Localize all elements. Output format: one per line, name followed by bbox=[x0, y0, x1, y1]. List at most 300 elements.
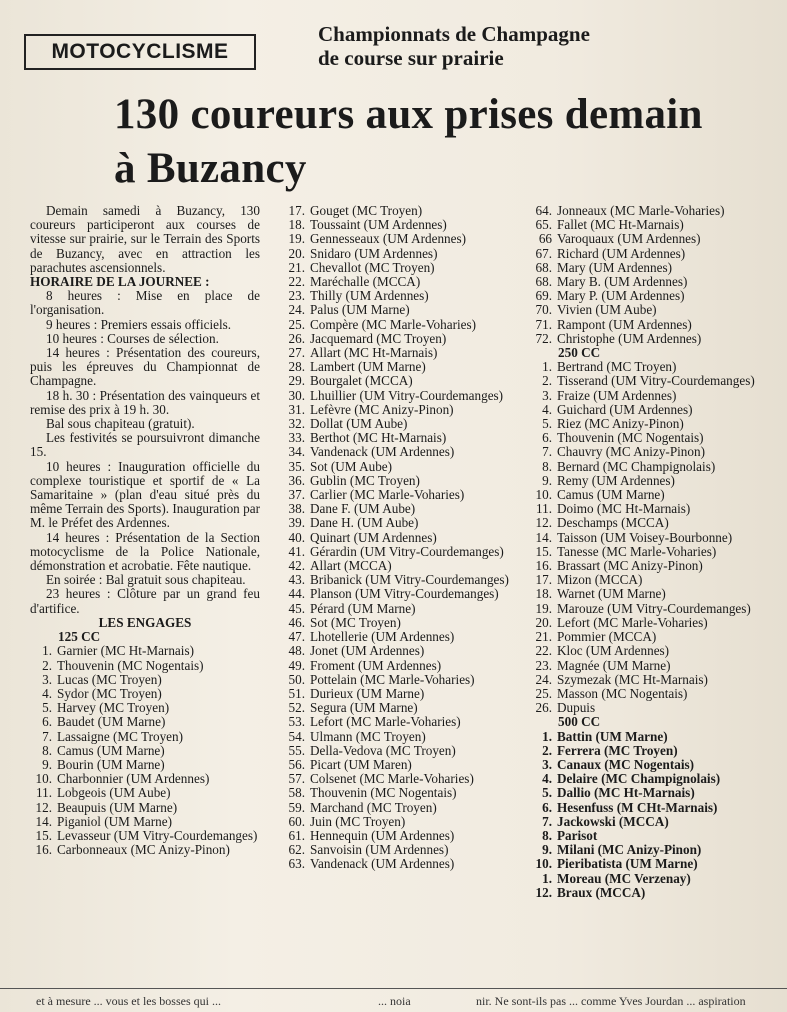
entry-number: 3. bbox=[542, 756, 552, 772]
entry-row bbox=[283, 786, 523, 800]
entry-name: Kloc (UM Ardennes) bbox=[557, 643, 670, 659]
entry-number: 45. bbox=[288, 600, 305, 616]
entry-number: 39. bbox=[288, 515, 305, 531]
entry-row bbox=[530, 431, 775, 445]
horaire-item: Les festivités se poursuivront dimanche 15. bbox=[30, 430, 260, 460]
entry-row bbox=[30, 659, 260, 673]
entry-name: Thouvenin (MC Nogentais) bbox=[57, 657, 204, 673]
entry-number: 26. bbox=[535, 700, 552, 716]
entry-number: 71. bbox=[535, 316, 552, 332]
entry-row bbox=[283, 744, 523, 758]
entry-number: 27. bbox=[288, 345, 305, 361]
entry-number: 8. bbox=[42, 742, 52, 758]
entry-row bbox=[30, 644, 260, 658]
entry-name: Jonneaux (MC Marle-Voharies) bbox=[557, 203, 725, 218]
entry-number: 52. bbox=[288, 700, 305, 716]
entry-name: Dane F. (UM Aube) bbox=[310, 501, 416, 517]
entry-name: Marouze (UM Vitry-Courdemanges) bbox=[557, 600, 751, 616]
entry-number: 41. bbox=[288, 543, 305, 559]
entry-row bbox=[283, 275, 523, 289]
entry-row bbox=[530, 460, 775, 474]
entry-number: 6. bbox=[542, 430, 552, 446]
entry-row bbox=[530, 829, 775, 843]
entry-name: Delaire (MC Champignolais) bbox=[557, 771, 721, 787]
entry-name: Pottelain (MC Marle-Voharies) bbox=[310, 671, 475, 687]
horaire-title: HORAIRE DE LA JOURNEE : bbox=[30, 274, 210, 290]
entry-name: Magnée (UM Marne) bbox=[557, 657, 671, 673]
entry-name: Guichard (UM Ardennes) bbox=[557, 401, 693, 417]
entry-name: Gublin (MC Troyen) bbox=[310, 472, 420, 488]
entry-name: Doimo (MC Ht-Marnais) bbox=[557, 501, 691, 517]
engages-title: LES ENGAGES bbox=[98, 614, 192, 630]
entry-number: 11. bbox=[536, 501, 552, 517]
entry-row bbox=[283, 815, 523, 829]
entry-name: Pommier (MCCA) bbox=[557, 629, 657, 645]
entry-number: 17. bbox=[535, 572, 552, 588]
entry-number: 55. bbox=[288, 742, 305, 758]
entry-name: Lassaigne (MC Troyen) bbox=[57, 728, 184, 744]
entry-row bbox=[283, 659, 523, 673]
entry-name: Ulmann (MC Troyen) bbox=[310, 728, 426, 744]
entry-name: Braux (MCCA) bbox=[557, 884, 646, 900]
entry-name: Deschamps (MCCA) bbox=[557, 515, 669, 531]
entry-name: Vandenack (UM Ardennes) bbox=[310, 856, 455, 872]
entry-number: 14. bbox=[35, 813, 52, 829]
entry-name: Parisot bbox=[557, 827, 598, 843]
entry-name: Bribanick (UM Vitry-Courdemanges) bbox=[310, 572, 509, 588]
entry-name: Compère (MC Marle-Voharies) bbox=[310, 316, 477, 332]
entry-row bbox=[530, 360, 775, 374]
entry-row bbox=[530, 474, 775, 488]
entry-row bbox=[530, 758, 775, 772]
headline-line-2: à Buzancy bbox=[114, 145, 307, 192]
entry-row bbox=[530, 488, 775, 502]
entry-number: 1. bbox=[42, 643, 52, 659]
entry-number: 21. bbox=[288, 259, 305, 275]
entry-row bbox=[283, 261, 523, 275]
entry-name: Carlier (MC Marle-Voharies) bbox=[310, 487, 465, 503]
entry-name: Bertrand (MC Troyen) bbox=[557, 359, 677, 375]
entry-number: 38. bbox=[288, 501, 305, 517]
entry-name: Colsenet (MC Marle-Voharies) bbox=[310, 771, 474, 787]
entry-row bbox=[530, 218, 775, 232]
entry-row bbox=[530, 701, 775, 715]
entry-name: Rampont (UM Ardennes) bbox=[557, 316, 692, 332]
entry-number: 3. bbox=[42, 671, 52, 687]
entry-number: 28. bbox=[288, 359, 305, 375]
entry-name: Froment (UM Ardennes) bbox=[310, 657, 442, 673]
entry-name: Christophe (UM Ardennes) bbox=[557, 330, 702, 346]
entry-name: Dupuis bbox=[557, 700, 596, 716]
entry-number: 10. bbox=[35, 771, 52, 787]
entry-name: Mary (UM Ardennes) bbox=[557, 259, 672, 275]
entry-number: 61. bbox=[288, 827, 305, 843]
entry-number: 23. bbox=[535, 657, 552, 673]
entry-row bbox=[530, 857, 775, 871]
entry-row bbox=[283, 673, 523, 687]
entry-row bbox=[283, 232, 523, 246]
entry-number: 34. bbox=[288, 444, 305, 460]
entry-row bbox=[283, 218, 523, 232]
entry-number: 24. bbox=[288, 302, 305, 318]
headline-line-1: 130 coureurs aux prises demain bbox=[114, 91, 703, 138]
entry-row bbox=[283, 445, 523, 459]
entry-name: Fraize (UM Ardennes) bbox=[557, 387, 677, 403]
entry-row bbox=[283, 431, 523, 445]
entry-row bbox=[530, 801, 775, 815]
entry-name: Pérard (UM Marne) bbox=[310, 600, 416, 616]
entry-name: Lhuillier (UM Vitry-Courdemanges) bbox=[310, 387, 504, 403]
entry-number: 18. bbox=[535, 586, 552, 602]
entry-name: Chevallot (MC Troyen) bbox=[310, 259, 435, 275]
entry-row bbox=[30, 673, 260, 687]
column-3 bbox=[530, 204, 775, 900]
horaire-item: 8 heures : Mise en place de l'organisation. bbox=[30, 288, 260, 318]
entry-number: 4. bbox=[42, 685, 52, 701]
entry-row bbox=[530, 247, 775, 261]
entry-row bbox=[283, 715, 523, 729]
entry-number: 12. bbox=[35, 799, 52, 815]
horaire-item: Bal sous chapiteau (gratuit). bbox=[46, 416, 195, 432]
entry-name: Masson (MC Nogentais) bbox=[557, 685, 688, 701]
entry-row bbox=[283, 516, 523, 530]
entry-row bbox=[530, 332, 775, 346]
entry-row bbox=[283, 801, 523, 815]
entry-name: Jacquemard (MC Troyen) bbox=[310, 330, 447, 346]
entry-row bbox=[30, 687, 260, 701]
entry-name: Tisserand (UM Vitry-Courdemanges) bbox=[557, 373, 755, 389]
entry-number: 16. bbox=[35, 842, 52, 858]
entry-number: 2. bbox=[542, 742, 552, 758]
entry-number: 7. bbox=[542, 813, 552, 829]
entry-row bbox=[530, 275, 775, 289]
entry-row bbox=[283, 474, 523, 488]
entry-name: Richard (UM Ardennes) bbox=[557, 245, 686, 261]
entry-number: 11. bbox=[36, 785, 52, 801]
horaire-item: 10 heures : Courses de sélection. bbox=[46, 330, 219, 346]
entry-row bbox=[530, 573, 775, 587]
entry-number: 7. bbox=[542, 444, 552, 460]
entry-name: Sydor (MC Troyen) bbox=[57, 685, 162, 701]
entry-name: Juin (MC Troyen) bbox=[310, 813, 406, 829]
entry-name: Segura (UM Marne) bbox=[310, 700, 418, 716]
kicker-line-1: Championnats de Champagne bbox=[318, 22, 590, 46]
entry-number: 33. bbox=[288, 430, 305, 446]
entries-list-250 bbox=[530, 360, 775, 715]
entry-number: 50. bbox=[288, 671, 305, 687]
entry-number: 56. bbox=[288, 756, 305, 772]
entry-row bbox=[530, 786, 775, 800]
entry-name: Bourin (UM Marne) bbox=[57, 756, 165, 772]
entry-name: Mary B. (UM Ardennes) bbox=[557, 274, 688, 290]
entry-number: 19. bbox=[288, 231, 305, 247]
entry-row bbox=[283, 687, 523, 701]
horaire-item: 14 heures : Présentation des coureurs, puis les épreuves du Championnat de Champagne. bbox=[30, 345, 260, 389]
entry-number: 68. bbox=[535, 259, 552, 275]
entry-name: Durieux (UM Marne) bbox=[310, 685, 425, 701]
entry-name: Chauvry (MC Anizy-Pinon) bbox=[557, 444, 705, 460]
entry-name: Levasseur (UM Vitry-Courdemanges) bbox=[57, 827, 258, 843]
entry-name: Lefort (MC Marle-Voharies) bbox=[557, 614, 708, 630]
entry-number: 9. bbox=[542, 842, 552, 858]
entry-number: 36. bbox=[288, 472, 305, 488]
entry-name: Berthot (MC Ht-Marnais) bbox=[310, 430, 447, 446]
horaire-item: 10 heures : Inauguration officielle du complexe touristique et sportif de « La Samaritaine » (plan d'eau situé près du même Terrain des Sports). Inauguration par M. le Préfet des Ardennes. bbox=[30, 458, 260, 531]
entries-list-125-part1 bbox=[30, 644, 260, 857]
entry-number: 1. bbox=[542, 728, 552, 744]
entry-number: 12. bbox=[535, 515, 552, 531]
entry-name: Allart (MCCA) bbox=[310, 558, 392, 574]
entry-row bbox=[530, 417, 775, 431]
entry-row bbox=[283, 701, 523, 715]
entry-row bbox=[530, 659, 775, 673]
entry-number: 21. bbox=[535, 629, 552, 645]
entry-name: Camus (UM Marne) bbox=[557, 487, 665, 503]
entry-number: 65. bbox=[535, 217, 552, 233]
entry-row bbox=[530, 204, 775, 218]
entry-name: Gouget (MC Troyen) bbox=[310, 203, 423, 218]
entry-name: Hesenfuss (M CHt-Marnais) bbox=[557, 799, 718, 815]
entry-row bbox=[530, 318, 775, 332]
entry-name: Gennesseaux (UM Ardennes) bbox=[310, 231, 467, 247]
entry-name: Allart (MC Ht-Marnais) bbox=[310, 345, 438, 361]
entries-list-125-part2 bbox=[283, 204, 523, 872]
entry-name: Dallio (MC Ht-Marnais) bbox=[557, 785, 695, 801]
entry-name: Bourgalet (MCCA) bbox=[310, 373, 413, 389]
entry-number: 2. bbox=[42, 657, 52, 673]
horaire-item: 14 heures : Présentation de la Section motocyclisme de la Police Nationale, démonstration et acrobatie. Fête nautique. bbox=[30, 529, 260, 574]
entry-number: 49. bbox=[288, 657, 305, 673]
category-125cc: 125 CC bbox=[58, 629, 101, 645]
horaire-item: 9 heures : Premiers essais officiels. bbox=[46, 316, 232, 332]
bottom-fragment-2: ... noia bbox=[378, 994, 411, 1008]
entry-row bbox=[283, 531, 523, 545]
entry-row bbox=[283, 303, 523, 317]
entry-name: Vivien (UM Aube) bbox=[557, 302, 657, 318]
entry-name: Mizon (MCCA) bbox=[557, 572, 643, 588]
entry-name: Tanesse (MC Marle-Voharies) bbox=[557, 543, 717, 559]
section-label: MOTOCYCLISME bbox=[24, 34, 256, 70]
entry-row bbox=[530, 644, 775, 658]
entry-name: Ferrera (MC Troyen) bbox=[557, 742, 678, 758]
entry-row bbox=[283, 730, 523, 744]
entry-name: Thilly (UM Ardennes) bbox=[310, 288, 429, 304]
entry-row bbox=[283, 488, 523, 502]
entry-number: 31. bbox=[288, 401, 305, 417]
kicker bbox=[318, 22, 758, 70]
entry-number: 23. bbox=[288, 288, 305, 304]
entry-number: 35. bbox=[288, 458, 305, 474]
entry-name: Lobgeois (UM Aube) bbox=[57, 785, 171, 801]
entry-row bbox=[530, 445, 775, 459]
entry-name: Snidaro (UM Ardennes) bbox=[310, 245, 438, 261]
entry-row bbox=[30, 815, 260, 829]
entry-name: Carbonneaux (MC Anizy-Pinon) bbox=[57, 842, 230, 858]
entry-name: Beaupuis (UM Marne) bbox=[57, 799, 178, 815]
entry-number: 19. bbox=[535, 600, 552, 616]
entry-name: Jonet (UM Ardennes) bbox=[310, 643, 425, 659]
entry-number: 44. bbox=[288, 586, 305, 602]
entry-row bbox=[283, 843, 523, 857]
entry-row bbox=[30, 786, 260, 800]
entry-name: Sot (UM Aube) bbox=[310, 458, 393, 474]
entry-row bbox=[283, 758, 523, 772]
entry-number: 70. bbox=[535, 302, 552, 318]
entry-row bbox=[530, 616, 775, 630]
entry-row bbox=[283, 346, 523, 360]
entry-number: 10. bbox=[535, 856, 552, 872]
entry-row bbox=[30, 772, 260, 786]
entry-row bbox=[283, 360, 523, 374]
entry-number: 26. bbox=[288, 330, 305, 346]
entry-name: Lefèvre (MC Anizy-Pinon) bbox=[310, 401, 454, 417]
entry-name: Marchand (MC Troyen) bbox=[310, 799, 437, 815]
entry-row bbox=[530, 687, 775, 701]
entry-row bbox=[530, 289, 775, 303]
entry-row bbox=[530, 602, 775, 616]
entries-list-500 bbox=[530, 730, 775, 900]
entry-number: 66 bbox=[538, 231, 552, 247]
entry-number: 8. bbox=[542, 458, 552, 474]
entry-number: 32. bbox=[288, 416, 305, 432]
entry-name: Mary P. (UM Ardennes) bbox=[557, 288, 685, 304]
entry-number: 5. bbox=[542, 785, 552, 801]
entry-name: Harvey (MC Troyen) bbox=[57, 700, 170, 716]
entry-number: 43. bbox=[288, 572, 305, 588]
entry-row bbox=[530, 232, 775, 246]
entry-number: 30. bbox=[288, 387, 305, 403]
entry-name: Lhotellerie (UM Ardennes) bbox=[310, 629, 455, 645]
entry-number: 5. bbox=[542, 416, 552, 432]
entry-row bbox=[30, 715, 260, 729]
entry-row bbox=[283, 204, 523, 218]
entry-number: 4. bbox=[542, 771, 552, 787]
entry-name: Lambert (UM Marne) bbox=[310, 359, 426, 375]
entry-number: 42. bbox=[288, 558, 305, 574]
entry-row bbox=[30, 801, 260, 815]
entry-name: Gérardin (UM Vitry-Courdemanges) bbox=[310, 543, 504, 559]
entry-row bbox=[283, 247, 523, 261]
entry-name: Piganiol (UM Marne) bbox=[57, 813, 173, 829]
horaire-item: En soirée : Bal gratuit sous chapiteau. bbox=[46, 572, 246, 588]
entry-row bbox=[283, 559, 523, 573]
entry-name: Varoquaux (UM Ardennes) bbox=[557, 231, 701, 247]
horaire-list bbox=[30, 289, 260, 616]
entry-name: Szymezak (MC Ht-Marnais) bbox=[557, 671, 708, 687]
entry-number: 22. bbox=[535, 643, 552, 659]
entry-name: Battin (UM Marne) bbox=[557, 728, 668, 744]
entry-number: 53. bbox=[288, 714, 305, 730]
entry-name: Lefort (MC Marle-Voharies) bbox=[310, 714, 461, 730]
entry-name: Sot (MC Troyen) bbox=[310, 614, 401, 630]
category-500cc: 500 CC bbox=[558, 714, 601, 730]
entry-row bbox=[530, 261, 775, 275]
entry-number: 12. bbox=[535, 884, 552, 900]
entry-number: 51. bbox=[288, 685, 305, 701]
entry-number: 9. bbox=[542, 472, 552, 488]
entry-name: Garnier (MC Ht-Marnais) bbox=[57, 643, 194, 659]
entry-name: Thouvenin (MC Nogentais) bbox=[310, 785, 457, 801]
entry-number: 60. bbox=[288, 813, 305, 829]
next-article-fragment bbox=[0, 990, 787, 1012]
entry-number: 72. bbox=[535, 330, 552, 346]
entry-row bbox=[283, 644, 523, 658]
entry-row bbox=[283, 857, 523, 871]
category-250cc: 250 CC bbox=[558, 345, 601, 361]
entry-number: 18. bbox=[288, 217, 305, 233]
entry-name: Pieribatista (UM Marne) bbox=[557, 856, 698, 872]
entry-row bbox=[30, 843, 260, 857]
entry-number: 16. bbox=[535, 558, 552, 574]
entry-row bbox=[530, 772, 775, 786]
entry-row bbox=[283, 460, 523, 474]
entry-number: 10. bbox=[535, 487, 552, 503]
entry-name: Della-Vedova (MC Troyen) bbox=[310, 742, 456, 758]
entry-row bbox=[30, 730, 260, 744]
kicker-line-2: de course sur prairie bbox=[318, 46, 504, 70]
entry-row bbox=[283, 587, 523, 601]
entry-row bbox=[283, 630, 523, 644]
entry-name: Milani (MC Anizy-Pinon) bbox=[557, 842, 702, 858]
entries-list-125-part3 bbox=[530, 204, 775, 346]
entry-number: 17. bbox=[288, 203, 305, 218]
entry-number: 4. bbox=[542, 401, 552, 417]
entry-row bbox=[30, 744, 260, 758]
entry-name: Toussaint (UM Ardennes) bbox=[310, 217, 447, 233]
entry-number: 37. bbox=[288, 487, 305, 503]
entry-number: 6. bbox=[42, 714, 52, 730]
entry-number: 57. bbox=[288, 771, 305, 787]
entry-name: Moreau (MC Verzenay) bbox=[557, 870, 691, 886]
entry-row bbox=[30, 701, 260, 715]
entry-row bbox=[530, 872, 775, 886]
entry-row bbox=[283, 545, 523, 559]
entry-number: 64. bbox=[535, 203, 552, 218]
entry-number: 68. bbox=[535, 274, 552, 290]
entry-number: 1. bbox=[542, 870, 552, 886]
entry-number: 6. bbox=[542, 799, 552, 815]
entry-number: 5. bbox=[42, 700, 52, 716]
bottom-fragment-3: nir. Ne sont-ils pas ... comme Yves Jourdan ... aspiration bbox=[476, 994, 746, 1008]
entry-number: 15. bbox=[35, 827, 52, 843]
entry-number: 63. bbox=[288, 856, 305, 872]
entry-number: 25. bbox=[535, 685, 552, 701]
entry-row bbox=[530, 502, 775, 516]
entry-number: 54. bbox=[288, 728, 305, 744]
intro-paragraph: Demain samedi à Buzancy, 130 coureurs participeront aux courses de vitesse sur prairie, sur le Terrain des Sports de Buzancy, avec en attraction les parachutes ascensionnels. bbox=[30, 203, 260, 275]
entry-row bbox=[283, 389, 523, 403]
entry-number: 8. bbox=[542, 827, 552, 843]
entry-name: Palus (UM Marne) bbox=[310, 302, 410, 318]
entry-number: 22. bbox=[288, 274, 305, 290]
entry-number: 24. bbox=[535, 671, 552, 687]
entry-row bbox=[283, 602, 523, 616]
entry-name: Brassart (MC Anizy-Pinon) bbox=[557, 558, 703, 574]
entry-name: Vandenack (UM Ardennes) bbox=[310, 444, 455, 460]
entry-row bbox=[530, 673, 775, 687]
entry-name: Sanvoisin (UM Ardennes) bbox=[310, 842, 449, 858]
entry-name: Camus (UM Marne) bbox=[57, 742, 165, 758]
entry-row bbox=[283, 318, 523, 332]
entry-row bbox=[283, 417, 523, 431]
entry-row bbox=[530, 531, 775, 545]
entry-row bbox=[530, 886, 775, 900]
entry-row bbox=[283, 573, 523, 587]
entry-row bbox=[30, 758, 260, 772]
column-rule-bottom bbox=[0, 988, 787, 989]
entry-name: Dollat (UM Aube) bbox=[310, 416, 408, 432]
entry-number: 47. bbox=[288, 629, 305, 645]
